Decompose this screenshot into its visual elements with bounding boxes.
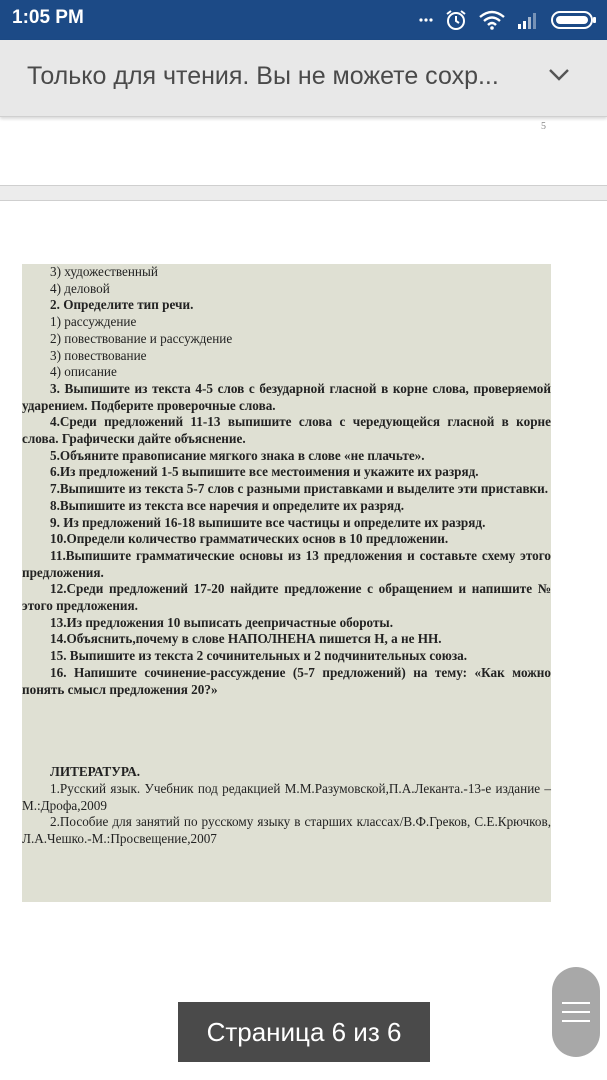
doc-line: 3. Выпишите из текста 4-5 слов с безударной гласной в корне слова, проверяемой ударением. Подберите проверочные слова.: [22, 380, 551, 413]
status-bar: [0, 0, 607, 40]
doc-line: 3) повествование: [50, 347, 147, 363]
document-content: [22, 264, 551, 902]
signal-icon: [517, 11, 539, 29]
literature-title: ЛИТЕРАТУРА.: [50, 764, 141, 780]
doc-line: 4) деловой: [50, 280, 110, 296]
document-text: [22, 264, 551, 848]
doc-line: 9. Из предложений 16-18 выпишите все частицы и определите их разряд.: [50, 514, 486, 530]
scroll-handle-icon: [562, 1020, 590, 1022]
more-dots-icon: [419, 17, 433, 23]
spacer: [22, 698, 551, 764]
scroll-handle-icon: [562, 1002, 590, 1004]
doc-line: 16. Напишите сочинение-рассуждение (5-7 предложений) на тему: «Как можно понять смысл предложения 20?»: [22, 664, 551, 697]
doc-line: 4.Среди предложений 11-13 выпишите слова с чередующейся гласной в корне слова. Графически дайте объяснение.: [22, 414, 551, 447]
alarm-icon: [445, 9, 467, 31]
doc-line: 7.Выпишите из текста 5-7 слов с разными приставками и выделите эти приставки.: [50, 481, 549, 497]
doc-line: 1) рассуждение: [50, 314, 137, 330]
page-indicator: Страница 6 из 6: [178, 1002, 430, 1062]
scroll-handle[interactable]: [552, 967, 600, 1057]
read-only-banner[interactable]: [0, 40, 607, 117]
literature-item: 2.Пособие для занятий по русскому языку в старших классах/В.Ф.Греков, С.Е.Крючков, Л.А.Чешко.-М.:Просвещение,2007: [22, 814, 551, 847]
doc-line: 2) повествование и рассуждение: [50, 330, 233, 346]
doc-line: 8.Выпишите из текста все наречия и определите их разряд.: [50, 497, 405, 513]
status-time: 1:05 PM: [12, 7, 84, 28]
doc-line: 3) художественный: [50, 264, 158, 279]
doc-line: 12.Среди предложений 17-20 найдите предложение с обращением и напишите № этого предложения.: [22, 581, 551, 614]
doc-line: 4) описание: [50, 364, 117, 380]
doc-line: 2. Определите тип речи.: [50, 297, 194, 313]
battery-icon: [551, 11, 597, 29]
literature-item: 1.Русский язык. Учебник под редакцией М.М.Разумовской,П.А.Леканта.-13-е издание –М.:Дрофа,2009: [22, 780, 551, 813]
doc-line: 14.Объяснить,почему в слове НАПОЛНЕНА пишется Н, а не НН.: [50, 631, 442, 647]
doc-line: 15. Выпишите из текста 2 сочинительных и 2 подчинительных союза.: [50, 648, 468, 664]
wifi-icon: [479, 10, 505, 30]
chevron-down-icon[interactable]: [548, 68, 570, 82]
status-icons: [419, 6, 597, 34]
doc-line: 10.Определи количество грамматических основ в 10 предложении.: [50, 531, 449, 547]
doc-line: 6.Из предложений 1-5 выпишите все местоимения и укажите их разряд.: [50, 464, 479, 480]
doc-line: 5.Объяните правописание мягкого знака в слове «не плачьте».: [50, 447, 425, 463]
page-number: 5: [541, 121, 546, 132]
page-break: [0, 185, 607, 201]
doc-line: 11.Выпишите грамматические основы из 13 предложения и составьте схему этого предложения.: [22, 547, 551, 580]
scroll-handle-icon: [562, 1011, 590, 1013]
banner-text: Только для чтения. Вы не можете сохр...: [27, 62, 499, 90]
doc-line: 13.Из предложения 10 выписать деепричастные обороты.: [50, 614, 394, 630]
